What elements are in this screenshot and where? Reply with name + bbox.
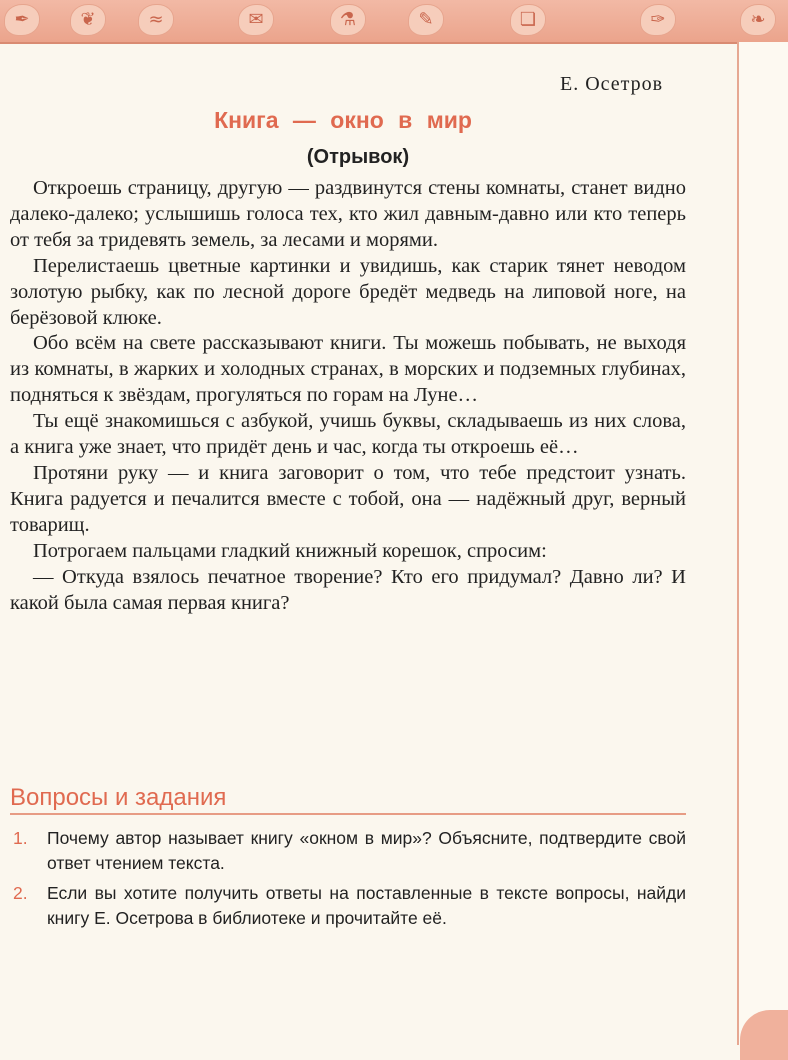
article-subtitle: (Отрывок) — [306, 146, 410, 168]
paragraph: Ты ещё знакомишься с азбукой, учишь буквы, складываешь из них слова, а книга уже знает, что придёт день и час, когда ты откроешь её… — [10, 410, 686, 459]
bottle-icon: ⚗ — [330, 4, 366, 36]
leaf-icon: ❧ — [740, 4, 776, 36]
scroll-icon: ✉ — [238, 4, 274, 36]
question-number: 2. — [13, 883, 28, 903]
article-title: Книга — окно в мир — [214, 107, 472, 133]
inkpot-icon: ✑ — [640, 4, 676, 36]
question-number: 1. — [13, 828, 28, 848]
question-item — [10, 881, 686, 931]
paragraph: Потрогаем пальцами гладкий книжный корешок, спросим: — [33, 539, 547, 562]
questions-heading: Вопросы и задания — [10, 784, 227, 811]
question-item — [10, 826, 686, 876]
article-body — [10, 176, 686, 616]
heading-underline — [10, 813, 686, 815]
questions-list — [10, 826, 686, 936]
decorative-header-band — [0, 0, 788, 44]
pencil-icon: ✎ — [408, 4, 444, 36]
question-text: Почему автор называет книгу «окном в мир»? Объясните, подтвердите свой ответ чтением текста. — [47, 828, 686, 873]
book-icon: ❏ — [510, 4, 546, 36]
wave-icon: ≈ — [138, 4, 174, 36]
paragraph: Перелистаешь цветные картинки и увидишь, как старик тянет неводом золотую рыбку, как по лесной дороге бредёт медведь на липовой ноге, на берёзовой клюке. — [10, 254, 686, 329]
quill-icon: ✒ — [4, 4, 40, 36]
paragraph: — Откуда взялось печатное творение? Кто его придумал? Давно ли? И какой была самая первая книга? — [10, 565, 686, 614]
author-name: Е. Осетров — [560, 73, 664, 95]
paragraph: Протяни руку — и книга заговорит о том, что тебе предстоит узнать. Книга радуется и печалится вместе с тобой, она — надёжный друг, верный товарищ. — [10, 461, 686, 536]
margin-rule — [737, 42, 739, 1045]
question-text: Если вы хотите получить ответы на поставленные в тексте вопросы, найди книгу Е. Осетрова в библиотеке и прочитайте её. — [47, 883, 686, 928]
feather-icon: ❦ — [70, 4, 106, 36]
page-right-margin — [739, 42, 788, 1045]
paragraph: Обо всём на свете рассказывают книги. Ты можешь побывать, не выходя из комнаты, в жарких и холодных странах, в морских и подземных глубинах, подняться к звёздам, прогуляться по горам на Луне… — [10, 332, 686, 407]
paragraph: Откроешь страницу, другую — раздвинутся стены комнаты, станет видно далеко-далеко; услышишь голоса тех, кто жил давным-давно или кто теперь от тебя за тридевять земель, за лесами и морями. — [10, 177, 686, 251]
